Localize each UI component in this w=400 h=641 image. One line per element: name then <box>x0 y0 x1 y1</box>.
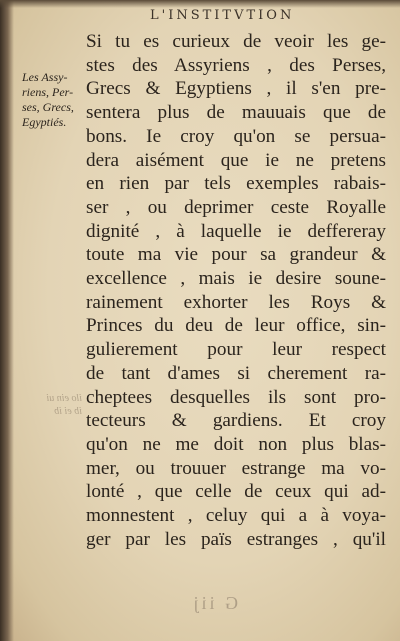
text-line: dera aisément que ie ne pretens <box>86 149 386 171</box>
text-line: qu'on ne me doit non plus blas- <box>86 433 386 455</box>
body-text <box>86 30 386 551</box>
text-line: sentera plus de mauuais que de <box>86 102 386 124</box>
running-header: L'INSTITVTION <box>150 8 295 23</box>
text-line: Princes du deu de leur office, sin- <box>86 315 386 337</box>
text-line: ger par les païs estranges , qu'il <box>86 528 386 550</box>
text-line: en rien par tels exemples rabais- <box>86 173 386 195</box>
marginal-note <box>22 70 84 130</box>
show-through-line: ib ei ib <box>54 406 82 417</box>
marginal-line: ses, Grecs, <box>22 100 74 114</box>
text-line: dignité , à laquelle ie deffereray <box>86 220 386 242</box>
text-line: monnestent , celuy qui a à voya- <box>86 505 386 527</box>
show-through-margin <box>16 392 82 418</box>
text-line: Si tu es curieux de veoir les ge- <box>86 31 386 52</box>
marginal-line: riens, Per- <box>22 85 74 99</box>
text-line: toute ma vie pour sa grandeur & <box>86 244 386 266</box>
text-line: mer, ou trouuer estrange ma vo- <box>86 457 386 479</box>
text-line: stes des Assyriens , des Perses, <box>86 54 386 76</box>
text-line: ser , ou deprimer ceste Royalle <box>86 196 386 218</box>
marginal-line: Egyptiés. <box>22 115 67 129</box>
show-through-line: ilo ein ui <box>46 393 82 404</box>
text-line: excellence , mais ie desire soune- <box>86 268 386 290</box>
text-line: de tant d'ames si cherement ra- <box>86 362 386 384</box>
show-through-signature: G iij <box>190 593 238 613</box>
text-line: tecteurs & gardiens. Et croy <box>86 410 386 432</box>
marginal-line: Les Assy- <box>22 70 68 84</box>
text-line: rainement exhorter les Roys & <box>86 291 386 313</box>
text-line: gulierement pour leur respect <box>86 339 386 361</box>
text-line: cheptees desquelles ils sont pro- <box>86 386 386 408</box>
text-line: lonté , que celle de ceux qui ad- <box>86 481 386 503</box>
text-line: Grecs & Egyptiens , il s'en pre- <box>86 78 386 100</box>
text-line: bons. Ie croy qu'on se persua- <box>86 125 386 147</box>
